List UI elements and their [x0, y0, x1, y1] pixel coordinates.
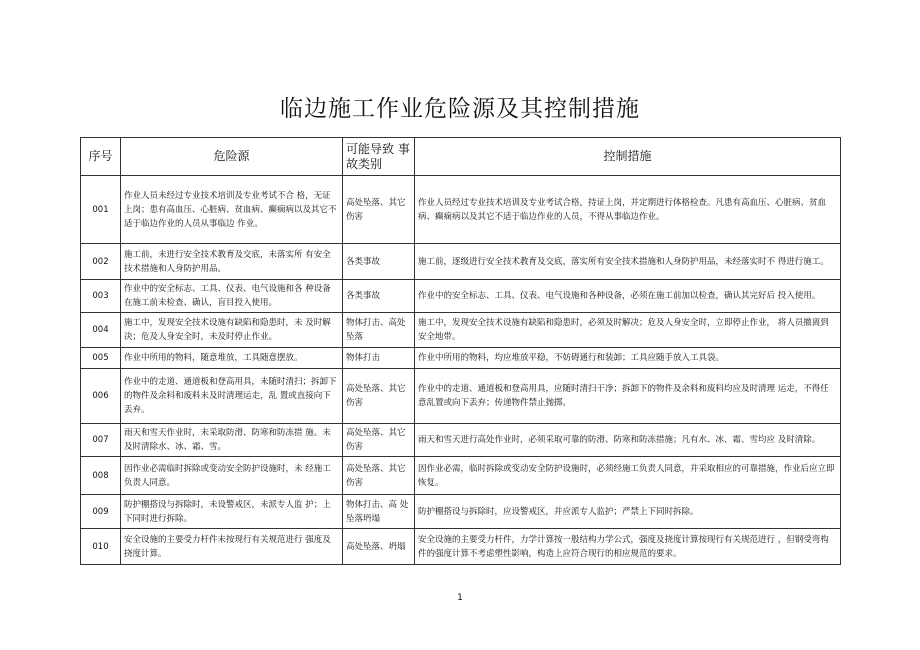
row-measure: 防护棚搭设与拆除时，应设警戒区，并应派专人监护；严禁上下同时拆除。: [415, 495, 841, 529]
table-row: [81, 176, 841, 244]
row-measure: 作业中的走道、通道板和登高用具，应随时清扫干净；拆卸下的物件及余料和废料均应及时清理 运走，不得任意乱置或向下丢弃；传递物件禁止抛掷。: [415, 369, 841, 424]
row-no: 010: [81, 529, 121, 565]
table-row: [81, 244, 841, 280]
row-accident-type: 各类事故: [343, 280, 415, 313]
row-no: 007: [81, 424, 121, 457]
row-measure: 作业中所用的物料，均应堆放平稳，不妨碍通行和装卸；工具应随手放入工具袋。: [415, 348, 841, 369]
row-no: 005: [81, 348, 121, 369]
row-measure: 作业人员经过专业技术培训及专业考试合格，持证上岗，并定期进行体格检查。凡患有高血压、心脏病、贫血病、癫痫病以及其它不适于临边作业的人员，不得从事临边作业。: [415, 176, 841, 244]
row-measure: 施工中，发现安全技术设施有缺陷和隐患时，必须及时解决；危及人身安全时，立即停止作业， 将人员撤离到安全地带。: [415, 313, 841, 348]
table-row: [81, 529, 841, 565]
row-measure: 安全设施的主要受力杆件，力学计算按一般结构力学公式，强度及挠度计算按现行有关规范进行 ，但钢受弯构件的强度计算不考虑塑性影响，构造上应符合现行的相应规范的要求。: [415, 529, 841, 565]
row-measure: 因作业必需，临时拆除或变动安全防护设施时，必须经施工负责人同意，并采取相应的可靠措施，作业后应立即恢复。: [415, 457, 841, 495]
table-header-row: [81, 138, 841, 176]
row-measure: 施工前，逐级进行安全技术教育及交底，落实所有安全技术措施和人身防护用品，未经落实时不 得进行施工。: [415, 244, 841, 280]
row-no: 004: [81, 313, 121, 348]
row-hazard: 作业人员未经过专业技术培训及专业考试不合 格，无证上岗；患有高血压、心脏病、贫血病、癫痫病以及其它不适于临边作业的人员从事临边 作业。: [121, 176, 343, 244]
row-hazard: 作业中的走道、通道板和登高用具，未随时清扫；拆卸下的物件及余料和废料未及时清理运走，乱 置或直接向下丢弃。: [121, 369, 343, 424]
row-accident-type: 高处坠落、其它伤害: [343, 424, 415, 457]
row-accident-type: 物体打击、高 处坠落坍塌: [343, 495, 415, 529]
row-hazard: 防护棚搭设与拆除时，未设警戒区，未派专人监 护；上下同时进行拆除。: [121, 495, 343, 529]
row-no: 002: [81, 244, 121, 280]
header-measures: 控制措施: [415, 138, 841, 176]
row-no: 003: [81, 280, 121, 313]
row-no: 006: [81, 369, 121, 424]
table-row: [81, 348, 841, 369]
row-hazard: 施工前，未进行安全技术教育及交底，未落实所 有安全技术措施和人身防护用品。: [121, 244, 343, 280]
row-hazard: 作业中的安全标志、工具、仪表、电气设施和各 种设备在施工前未检查、确认，盲目投入使用。: [121, 280, 343, 313]
row-hazard: 施工中，发现安全技术设施有缺陷和隐患时，未 及时解决；危及人身安全时，未及时停止作业。: [121, 313, 343, 348]
header-hazard: 危险源: [121, 138, 343, 176]
document-title: 临边施工作业危险源及其控制措施: [280, 96, 640, 122]
row-accident-type: 高处坠落、其它伤害: [343, 176, 415, 244]
row-accident-type: 高处坠落、其它伤害: [343, 457, 415, 495]
row-no: 001: [81, 176, 121, 244]
row-measure: 雨天和雪天进行高处作业时，必须采取可靠的防滑、防寒和防冻措施；凡有水、冰、霜、雪均应 及时清除。: [415, 424, 841, 457]
page-number: 1: [457, 593, 463, 603]
row-hazard: 作业中所用的物料，随意堆放，工具随意摆放。: [121, 348, 343, 369]
row-hazard: 雨天和雪天作业时，未采取防滑、防寒和防冻措 施。未及时清除水、冰、霜、雪。: [121, 424, 343, 457]
row-accident-type: 各类事故: [343, 244, 415, 280]
row-measure: 作业中的安全标志、工具、仪表、电气设施和各种设备，必须在施工前加以检查，确认其完好后 投入使用。: [415, 280, 841, 313]
row-hazard: 因作业必需临时拆除或变动安全防护设施时，未 经施工负责人同意。: [121, 457, 343, 495]
table-row: [81, 457, 841, 495]
header-no: 序号: [81, 138, 121, 176]
row-accident-type: 高处坠落、坍塌: [343, 529, 415, 565]
table-row: [81, 495, 841, 529]
row-no: 009: [81, 495, 121, 529]
table-row: [81, 424, 841, 457]
row-accident-type: 物体打击: [343, 348, 415, 369]
table-row: [81, 313, 841, 348]
row-accident-type: 高处坠落、其它伤害: [343, 369, 415, 424]
row-accident-type: 物体打击、高处坠落: [343, 313, 415, 348]
table-row: [81, 369, 841, 424]
row-no: 008: [81, 457, 121, 495]
table-row: [81, 280, 841, 313]
row-hazard: 安全设施的主要受力杆件未按现行有关规范进行 强度及挠度计算。: [121, 529, 343, 565]
header-accident-type: 可能导致 事故类别: [343, 138, 415, 176]
hazard-control-table: [80, 137, 841, 565]
